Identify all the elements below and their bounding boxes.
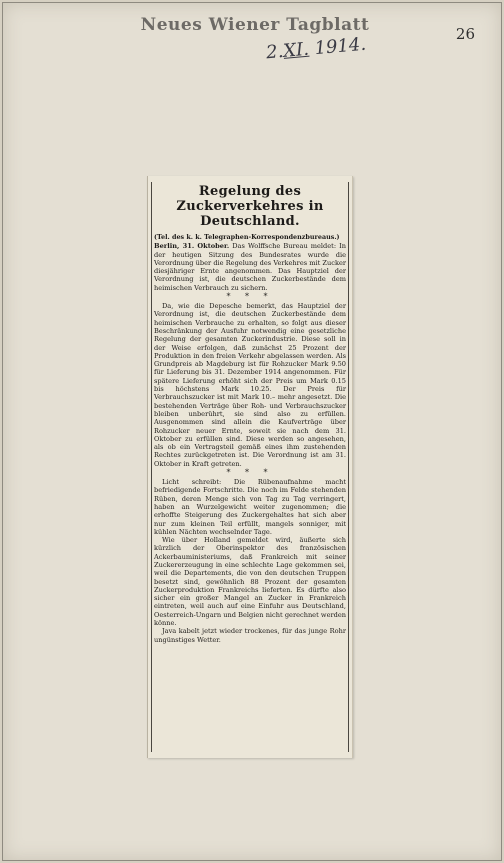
handwritten-date xyxy=(265,34,367,64)
separator-stars-2: * * * xyxy=(226,468,274,478)
article-title-line2: Deutschland. xyxy=(200,214,300,229)
newspaper-masthead: Neues Wiener Tagblatt xyxy=(140,15,370,35)
article-dateline: Berlin, 31. Oktober. xyxy=(154,242,230,251)
article-source: (Tel. des k. k. Telegraphen-Korrespondenzbureaus.) xyxy=(154,233,340,241)
article-paragraph-5: Java kabelt jetzt wieder trockenes, für das junge Rohr ungünstiges Wetter. xyxy=(154,627,346,644)
article-paragraph-2: Da, wie die Depesche bemerkt, das Hauptziel der Verordnung ist, die deutschen Zuckerbestände dem heimischen Verbrauche zu erhalten, so folgt aus dieser Beschränkung der Ausfuhr notwendig eine gesetzliche Regelung der gesamten Zuckerindustrie. Diese soll in der Weise erfolgen, daß zunächst 25 Prozent der Produktion in den freien Verkehr abgelassen werden. Als Grundpreis ab Magdeburg ist für Rohzucker Mark 9.50 für Lieferung bis 31. Dezember 1914 angenommen. Für spätere Lieferung erhöht sich der Preis um Mark 0.15 bis höchstens Mark 10.25. Der Preis für Verbrauchszucker ist mit Mark 10.– mehr angesetzt. Die bestehenden Verträge über Roh- und Verbrauchszucker bleiben unberührt, sie sind also zu erfüllen. Ausgenommen sind allein die Kaufverträge über Rohzucker neuer Ernte, soweit sie nach dem 31. Oktober zu erfüllen sind. Diese werden so angesehen, als ob ein Vertragsteil gemäß eines ihm zustehenden Rechtes zurückgetreten ist. Die Verordnung ist am 31. Oktober in Kraft getreten. xyxy=(154,302,346,468)
date-day: 2. xyxy=(265,40,285,64)
article-title-line1: Regelung des Zuckerverkehres in xyxy=(176,184,324,214)
article-paragraph-4: Wie über Holland gemeldet wird, äußerte sich kürzlich der Oberinspektor des französischen Ackerbauministeriums, daß Frankreich mit seiner Zuckererzeugung in eine schlechte Lage gekommen sei, weil die Departements, die von den deutschen Truppen besetzt sind, gewöhnlich 88 Prozent der gesamten Zuckerproduktion Frankreichs lieferten. Es dürfte also sicher ein großer Mangel an Zucker in Frankreich eintreten, weil auch auf eine Einfuhr aus Deutschland, Oesterreich-Ungarn und Belgien nicht gerechnet werden könne. xyxy=(154,536,346,628)
separator-stars-1: * * * xyxy=(226,292,274,302)
date-year: 1914. xyxy=(313,33,367,60)
article-paragraph-1-text: Das Wolffsche Bureau meldet: In der heutigen Sitzung des Bundesrates wurde die Verordnung über die Regelung des Verkehres mit Zucker diesjähriger Ernte angenommen. Das Hauptziel der Verordnung ist, die deutschen Zuckerbestände dem heimischen Verbrauch zu sichern. xyxy=(154,242,346,292)
article-title xyxy=(154,184,346,229)
newspaper-clipping xyxy=(147,176,353,758)
article-paragraph-1 xyxy=(154,242,346,292)
page-number: 26 xyxy=(455,25,475,43)
date-month: XI. xyxy=(282,38,310,62)
column-rule-right xyxy=(348,182,349,752)
archive-page xyxy=(2,2,502,861)
column-rule-left xyxy=(151,182,152,752)
article-paragraph-3: Licht schreibt: Die Rübenaufnahme macht befriedigende Fortschritte. Die noch im Felde stehenden Rüben, deren Menge sich von Tag zu Tag verringert, haben an Wurzelgewicht weiter zugenommen; die erhoffte Steigerung des Zuckergehaltes hat sich aber nur zum kleinen Teil erfüllt, mangels sonniger, mit kühlen Nächten wechselnder Tage. xyxy=(154,478,346,536)
